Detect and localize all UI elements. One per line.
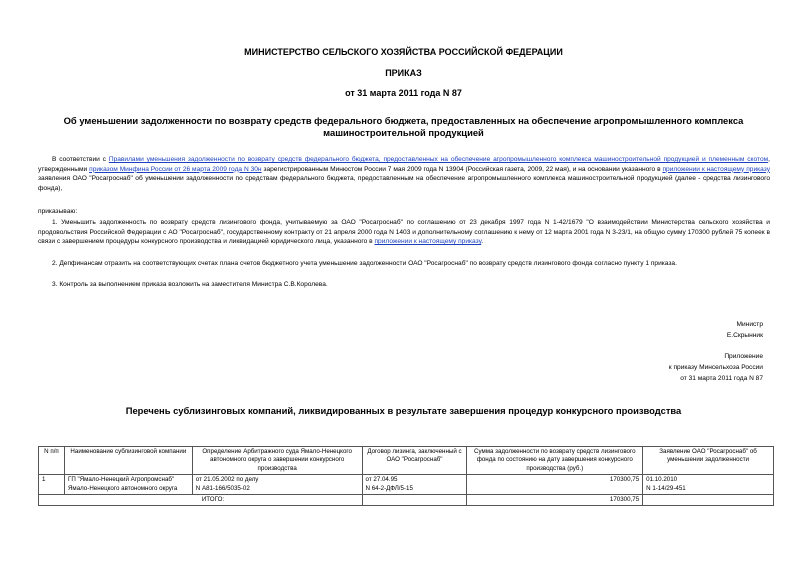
ministry-heading: МИНИСТЕРСТВО СЕЛЬСКОГО ХОЗЯЙСТВА РОССИЙСКОЙ ФЕДЕРАЦИИ <box>244 47 563 57</box>
cell-amount: 170300,75 <box>467 475 643 495</box>
cell-claim <box>643 475 774 495</box>
doc-date-number: от 31 марта 2011 года N 87 <box>345 88 462 98</box>
contract-line1: от 27.04.95 <box>365 476 398 484</box>
minfin-order-link[interactable]: приказом Минфина России от 26 марта 2009 года N 30н <box>89 165 262 173</box>
item-1-paragraph <box>38 218 770 247</box>
signature-name: Е.Скрынник <box>726 332 763 339</box>
appendix-date: от 31 марта 2011 года N 87 <box>680 375 763 382</box>
rules-link[interactable]: Правилами уменьшения задолженности по возврату средств федерального бюджета, предоставленных на обеспечение агропромышленного комплекса машиностроительной продукцией и племенным скотом <box>108 156 769 163</box>
cell-contract <box>362 475 467 495</box>
col-header-claim: Заявление ОАО "Росагроснаб" об уменьшении задолженности <box>643 447 774 475</box>
col-header-num: N п/п <box>39 447 65 475</box>
table-header-row <box>39 447 774 475</box>
item-1-text: 1. Уменьшить задолженность по возврату средств лизингового фонда, учитываемую за ОАО "Росагроснаб" по соглашению от 23 декабря 1997 года N 1-42/1679 "О взаимодействии Министерства сельского хозяйства и продовольствия Российской Федерации с АО "Росагроснаб", государственному контракту от 21 апреля 2000 года N 1403 и дополнительному соглашению к нему от 12 марта 2001 года N 3-23/1, на общую сумму 170300 рублей 75 копеек в связи с завершением процедуры конкурсного производства и ликвидацией юридического лица, указанного в <box>38 219 770 246</box>
orders-label: приказываю: <box>38 208 78 215</box>
appendix-ref: к приказу Минсельхоза России <box>668 364 763 371</box>
signature-position: Министр <box>736 321 763 328</box>
total-empty-cell <box>39 495 65 506</box>
total-value: 170300,75 <box>467 495 643 506</box>
preamble-text-2: , утвержденными <box>38 156 770 173</box>
cell-num: 1 <box>39 475 65 495</box>
ruling-line2: N А81-166/5035-02 <box>195 484 250 492</box>
total-label: ИТОГО: <box>64 495 362 506</box>
item-2-paragraph: 2. Депфинансам отразить на соответствующих счетах плана счетов бюджетного учета уменьшение задолженности ОАО "Росагроснаб" по возврату средств лизингового фонда согласно пункту 1 приказа. <box>52 260 677 267</box>
appendix-link-1[interactable]: приложении к настоящему приказу <box>662 165 770 173</box>
cell-ruling <box>192 475 362 495</box>
col-header-ruling: Определение Арбитражного суда Ямало-Ненецкого автономного округа о завершении конкурсного производства <box>192 447 362 475</box>
col-header-contract: Договор лизинга, заключенный с ОАО "Росагроснаб" <box>362 447 467 475</box>
claim-line2: N 1-14/29-451 <box>646 484 686 492</box>
preamble-paragraph <box>38 155 770 193</box>
appendix-title: Перечень сублизинговых компаний, ликвидированных в результате завершения процедур конкурсного производства <box>125 405 682 416</box>
preamble-text-3: зарегистрированным Минюстом России 7 мая 2009 года N 13904 (Российская газета, 2009, 22 мая), и на основании указанного в <box>261 165 663 173</box>
table-total-row <box>39 495 774 506</box>
company-name-line1: ГП "Ямало-Ненецкий Агропромснаб" <box>67 476 175 484</box>
item-3-paragraph: 3. Контроль за выполнением приказа возложить на заместителя Министра С.В.Королева. <box>52 281 328 288</box>
item-1-end: . <box>481 238 484 246</box>
order-title: Об уменьшении задолженности по возврату средств федерального бюджета, предоставленных на обеспечение агропромышленного комплекса машиностроительной продукцией <box>63 115 744 138</box>
claim-line1: 01.10.2010 <box>646 476 678 484</box>
appendix-link-2[interactable]: приложении к настоящему приказу <box>374 238 482 246</box>
total-empty-cell-3 <box>643 495 774 506</box>
col-header-company: Наименование сублизинговой компании <box>64 447 192 475</box>
cell-company <box>64 475 192 495</box>
company-name-line2: Ямало-Ненецкого автономного округа <box>67 484 178 492</box>
contract-line2: N 64-2-ДФЛ/5-15 <box>365 484 413 492</box>
doc-type-heading: ПРИКАЗ <box>385 68 422 78</box>
preamble-text-4: заявления ОАО "Росагроснаб" об уменьшении задолженности по средствам федерального бюджета, предоставленным на обеспечение агропромышленного комплекса машиностроительной продукцией (далее - средства лизингового фонда), <box>38 175 770 192</box>
table-row <box>39 475 774 495</box>
liquidated-companies-table <box>38 446 774 506</box>
col-header-amount: Сумма задолженности по возврату средств лизингового фонда по состоянию на дату завершения конкурсного производства (руб.) <box>467 447 643 475</box>
ruling-line1: от 21.05.2002 по делу <box>195 476 259 484</box>
total-empty-cell-2 <box>362 495 467 506</box>
preamble-text-1: В соответствии с <box>52 156 109 163</box>
appendix-label: Приложение <box>724 353 763 360</box>
